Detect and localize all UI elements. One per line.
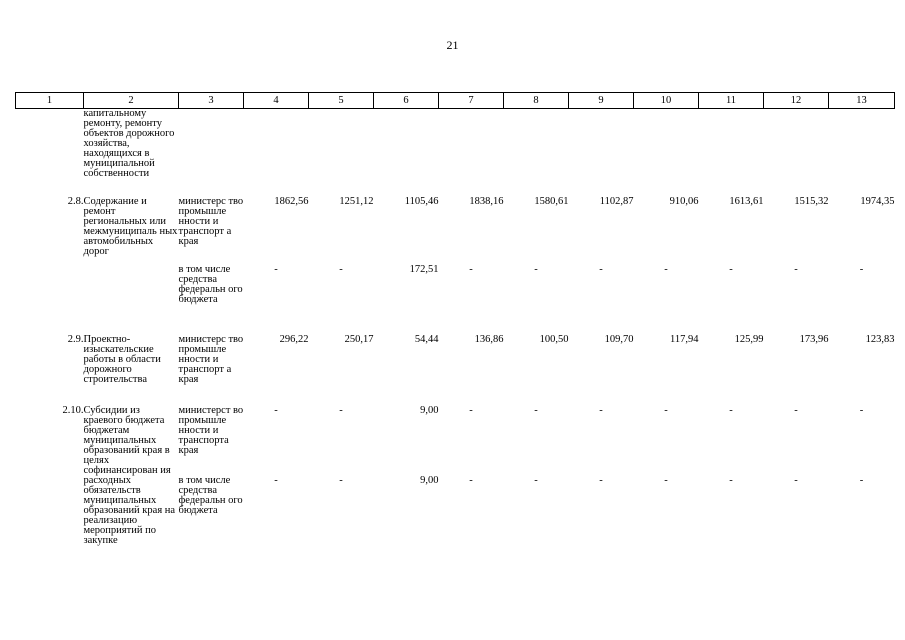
column-header: 11 — [699, 93, 764, 109]
table-cell: - — [339, 475, 343, 486]
row-subject: в том числе средства федеральн ого бюджета — [178, 475, 243, 516]
table-cell: - — [599, 264, 603, 275]
table-cell: 54,44 — [414, 334, 439, 345]
table-cell: - — [534, 475, 538, 486]
budget-table — [15, 92, 895, 566]
table-cell: - — [664, 264, 668, 275]
table-cell: 910,06 — [669, 196, 699, 207]
table-cell: 173,96 — [799, 334, 829, 345]
column-header: 12 — [764, 93, 829, 109]
table-cell: 125,99 — [734, 334, 764, 345]
table-cell: - — [859, 264, 864, 275]
table-row — [16, 406, 895, 476]
table-cell: 1974,35 — [860, 196, 895, 207]
row-code: 2.9. — [67, 334, 84, 345]
table-cell: 1580,61 — [534, 196, 569, 207]
table-cell: 250,17 — [344, 334, 374, 345]
row-name: Содержание и ремонт региональных или межмуниципаль ных автомобильных дорог — [83, 196, 178, 257]
table-cell: - — [664, 475, 668, 486]
column-header: 13 — [829, 93, 895, 109]
table-cell: - — [859, 475, 864, 486]
table-cell: - — [794, 264, 798, 275]
table-cell: - — [469, 264, 473, 275]
table-cell: - — [599, 405, 603, 416]
page-number: 21 — [446, 38, 459, 52]
column-header: 3 — [179, 93, 244, 109]
header-row — [16, 93, 895, 109]
column-header: 9 — [569, 93, 634, 109]
table-cell: 296,22 — [279, 334, 309, 345]
table-cell: 1102,87 — [599, 196, 634, 207]
column-header: 1 — [16, 93, 84, 109]
table-cell: - — [274, 475, 278, 486]
table-row — [16, 335, 895, 406]
table-cell: 109,70 — [604, 334, 634, 345]
table-cell: 1515,32 — [794, 196, 829, 207]
table-cell: - — [599, 475, 603, 486]
table-cell: 172,51 — [409, 264, 439, 275]
table-cell: - — [339, 405, 343, 416]
table-cell: - — [729, 264, 733, 275]
column-header: 10 — [634, 93, 699, 109]
column-header: 6 — [374, 93, 439, 109]
table-cell: 1838,16 — [469, 196, 504, 207]
row-code: 2.8. — [67, 196, 84, 207]
row-subject: министерс тво промышле нности и транспорт а края — [178, 334, 244, 385]
table-cell: 136,86 — [474, 334, 504, 345]
row-subject: в том числе средства федеральн ого бюджета — [178, 264, 243, 305]
table-cell: 100,50 — [539, 334, 569, 345]
table-cell: - — [729, 405, 733, 416]
table-cell: - — [794, 475, 798, 486]
table-cell: - — [859, 405, 864, 416]
column-header: 7 — [439, 93, 504, 109]
table-cell: 9,00 — [420, 405, 439, 416]
table-cell: - — [339, 264, 343, 275]
row-code: 2.10. — [62, 405, 84, 416]
table-cell: - — [664, 405, 668, 416]
row-subject: министерст во промышле нности и транспорта края — [178, 405, 244, 456]
table-cell: 1862,56 — [274, 196, 309, 207]
row-name: капитальному ремонту, ремонту объектов дорожного хозяйства, находящихся в муниципальной собственности — [83, 108, 175, 179]
column-header: 8 — [504, 93, 569, 109]
table-cell: 1251,12 — [339, 196, 374, 207]
table-cell: 117,94 — [670, 334, 699, 345]
table-row-continuation — [16, 109, 895, 198]
table-cell: - — [794, 405, 798, 416]
table-cell: 9,00 — [420, 475, 439, 486]
table-cell: - — [469, 475, 473, 486]
table-cell: - — [274, 405, 278, 416]
column-header: 2 — [84, 93, 179, 109]
table-cell: 1613,61 — [729, 196, 764, 207]
table-cell: - — [534, 405, 538, 416]
row-name: Субсидии из краевого бюджета бюджетам муниципальных образований края в целях софинансирован ия расходных обязательств муниципальных образований края на реализацию мероприятий по закупке — [83, 405, 176, 546]
row-name: Проектно-изыскательские работы в области дорожного строительства — [83, 334, 161, 385]
row-subject: министерс тво промышле нности и транспорт а края — [178, 196, 244, 247]
table-cell: - — [469, 405, 473, 416]
table-cell: - — [534, 264, 538, 275]
table-cell: 123,83 — [865, 334, 895, 345]
table-cell: - — [274, 264, 278, 275]
table-cell: - — [729, 475, 733, 486]
column-header: 5 — [309, 93, 374, 109]
table-row — [16, 197, 895, 265]
column-header: 4 — [244, 93, 309, 109]
table-cell: 1105,46 — [404, 196, 439, 207]
